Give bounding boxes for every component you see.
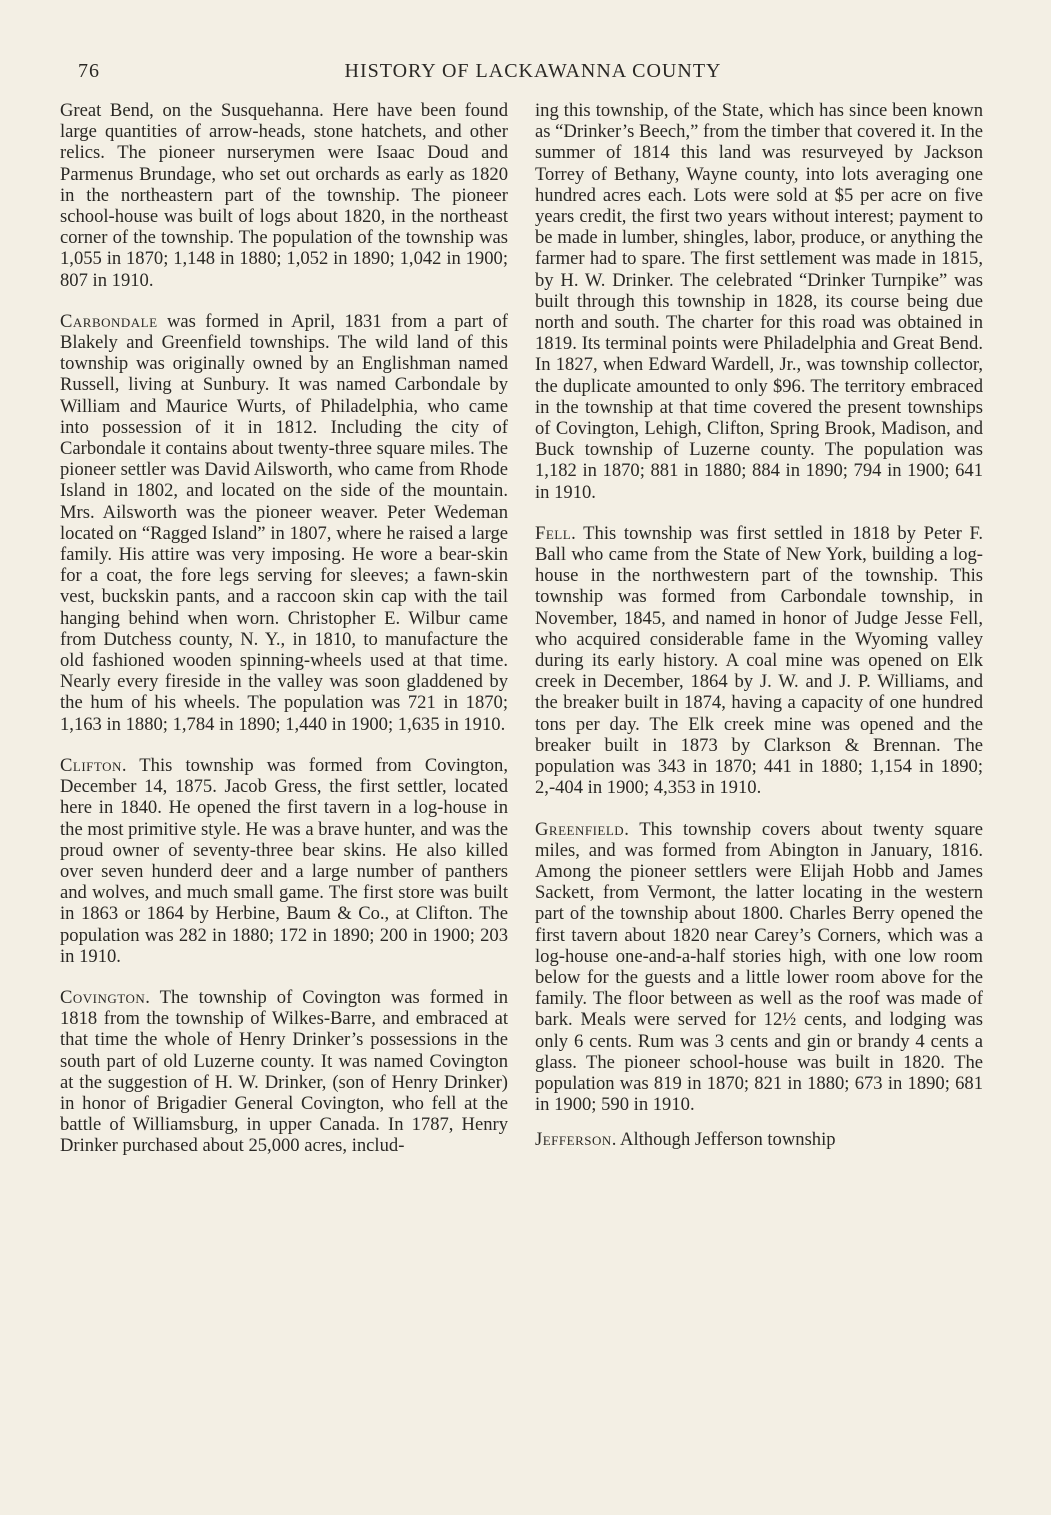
clifton-text: . This township was formed from Covington, December 14, 1875. Jacob Gress, the first settler, located here in 1840. He opened the first tavern in a log-house in the most primitive style. He was a brave hunter, and was the proud owner of seventy-three bear skins. He also killed over seven hunderd deer and a large number of panthers and wolves, and much small game. The first store was built in 1863 or 1864 by Herbine, Baum & Co., at Clifton. The population was 282 in 1880; 172 in 1890; 200 in 1900; 203 in 1910. [60, 754, 508, 967]
paragraph-covington [60, 987, 508, 1157]
section-heading-fell: Fell [535, 522, 572, 544]
page-number: 76 [78, 60, 100, 82]
running-title: HISTORY OF LACKAWANNA COUNTY [344, 60, 722, 82]
right-column [535, 100, 983, 1171]
paragraph-drinkers-beech: ing this township, of the State, which has since been known as “Drinker’s Beech,” from the timber that covered it. In the summer of 1814 this land was resurveyed by Jackson Torrey of Bethany, Wayne county, into lots averaging one hundred acres each. Lots were sold at $5 per acre on five years credit, the first two years without interest; payment to be made in lumber, shingles, labor, produce, or anything the farmer had to spare. The first settlement was made in 1815, by H. W. Drinker. The celebrated “Drinker Turnpike” was built through this township in 1828, its course being due north and south. The charter for this road was obtained in 1819. Its terminal points were Philadelphia and Great Bend. In 1827, when Edward Wardell, Jr., was township collector, the duplicate amounted to only $96. The territory embraced in the township at that time covered the present townships of Covington, Lehigh, Clifton, Spring Brook, Madison, and Buck township of Luzerne county. The population was 1,182 in 1870; 881 in 1880; 884 in 1890; 794 in 1900; 641 in 1910. [535, 100, 983, 503]
paragraph-jefferson [535, 1129, 983, 1150]
left-column [60, 100, 508, 1177]
carbondale-text: was formed in April, 1831 from a part of Blakely and Greenfield townships. The wild land of this township was originally owned by an Englishman named Russell, living at Sunbury. It was named Carbondale by William and Maurice Wurts, of Philadelphia, who came into possession of it in 1812. Including the city of Carbondale it contains about twenty-three square miles. The pioneer settler was David Ailsworth, who came from Rhode Island in 1802, and located on the side of the mountain. Mrs. Ailsworth was the pioneer weaver. Peter Wedeman located on “Ragged Island” in 1807, where he raised a large family. His attire was very imposing. He wore a bear-skin for a coat, the fore legs serving for sleeves; a fawn-skin vest, buckskin pants, and a raccoon skin cap with the tail hanging behind when worn. Christopher E. Wilbur came from Dutchess county, N. Y., in 1810, to manufacture the old fashioned wooden spinning-wheels used at that time. Nearly every fireside in the valley was soon gladdened by the hum of his wheels. The population was 721 in 1870; 1,163 in 1880; 1,784 in 1890; 1,440 in 1900; 1,635 in 1910. [60, 310, 508, 735]
paragraph-greenfield [535, 819, 983, 1116]
paragraph-great-bend: Great Bend, on the Susquehanna. Here have been found large quantities of arrow-heads, stone hatchets, and other relics. The pioneer nurserymen were Isaac Doud and Parmenus Brundage, who set out orchards as early as 1820 in the northeastern part of the township. The pioneer school-house was built of logs about 1820, in the northeast corner of the township. The population of the township was 1,055 in 1870; 1,148 in 1880; 1,052 in 1890; 1,042 in 1900; 807 in 1910. [60, 100, 508, 291]
section-heading-jefferson: Jefferson [535, 1129, 612, 1151]
section-heading-clifton: Clifton [60, 754, 122, 776]
fell-text: . This township was first settled in 1818 by Peter F. Ball who came from the State of New York, building a log-house in the northwestern part of the township. This township was formed from Carbondale township, in November, 1845, and named in honor of Judge Jesse Fell, who acquired considerable fame in the Wyoming valley during its early history. A coal mine was opened on Elk creek in December, 1864 by J. W. and J. P. Williams, and the breaker built in 1874, having a capacity of one hundred tons per day. The Elk creek mine was opened and the breaker built in 1873 by Clarkson & Brennan. The population was 343 in 1870; 441 in 1880; 1,154 in 1890; 2,-404 in 1900; 4,353 in 1910. [535, 522, 983, 799]
greenfield-text: . This township covers about twenty square miles, and was formed from Abington in January, 1816. Among the pioneer settlers were Elijah Hobb and James Sackett, from Vermont, the latter locating in the western part of the township about 1800. Charles Berry opened the first tavern about 1820 near Carey’s Corners, which was a log-house one-and-a-half stories high, with one low room below for the guests and a little lower room above for the family. The floor between as well as the roof was made of bark. Meals were served for 12½ cents, and lodging was only 6 cents. Rum was 3 cents and gin or brandy 4 cents a glass. The pioneer school-house was built in 1820. The population was 819 in 1870; 821 in 1880; 673 in 1890; 681 in 1900; 590 in 1910. [535, 818, 983, 1116]
page-header [78, 60, 988, 86]
paragraph-clifton [60, 755, 508, 967]
section-heading-covington: Covington [60, 986, 146, 1008]
section-heading-carbondale: Carbondale [60, 310, 158, 332]
jefferson-text: . Although Jefferson township [611, 1129, 836, 1151]
paragraph-fell [535, 523, 983, 799]
paragraph-carbondale [60, 311, 508, 735]
section-heading-greenfield: Greenfield [535, 818, 625, 840]
covington-text: . The township of Covington was formed in 1818 from the township of Wilkes-Barre, and embraced at that time the whole of Henry Drinker’s possessions in the south part of old Luzerne county. It was named Covington at the suggestion of H. W. Drinker, (son of Henry Drinker) in honor of Brigadier General Covington, who fell at the battle of Williamsburg, in upper Canada. In 1787, Henry Drinker purchased about 25,000 acres, includ- [60, 986, 508, 1157]
